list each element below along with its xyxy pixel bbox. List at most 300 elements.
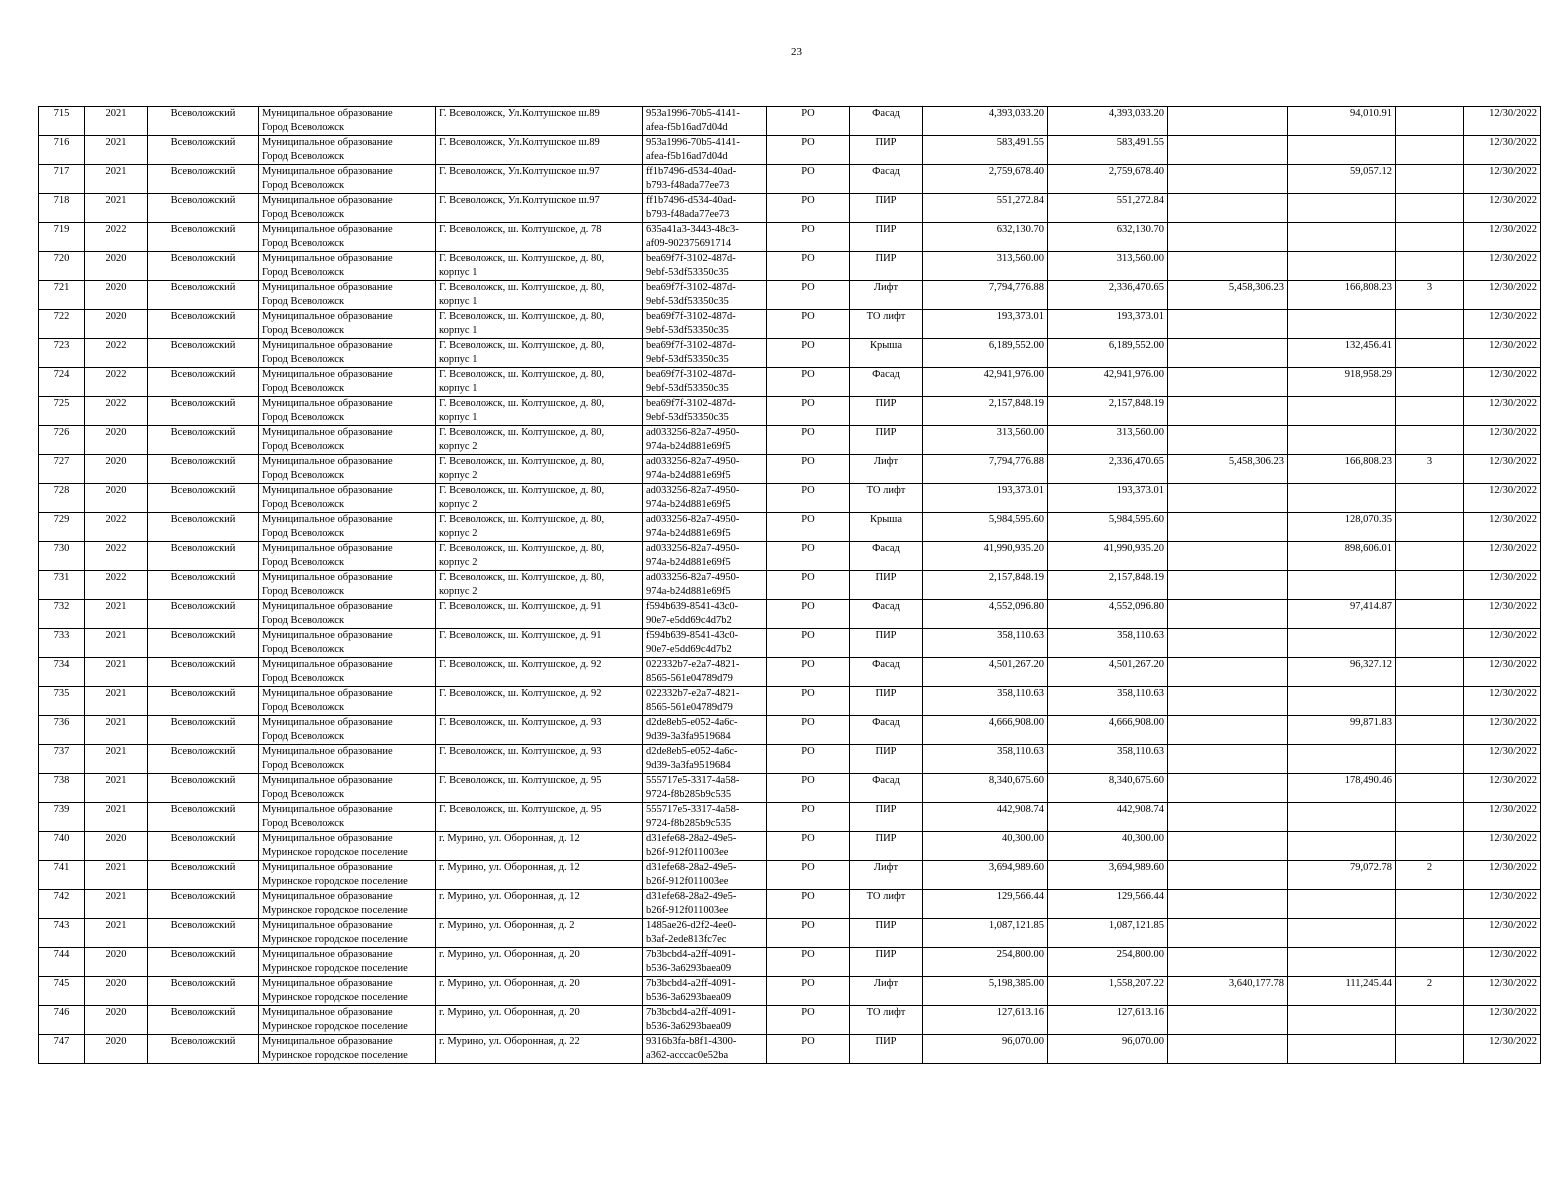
address-cell [436, 687, 643, 716]
address-line-2: корпус 2 [439, 499, 478, 510]
program-type-cell: РО [767, 1006, 850, 1035]
subsidy-amount-cell [1168, 948, 1288, 977]
quantity-cell [1396, 136, 1464, 165]
house-guid-line-2: 974a-b24d881e69f5 [646, 528, 731, 539]
address-cell [436, 165, 643, 194]
row-number-cell: 734 [39, 658, 85, 687]
subsidy-amount-cell [1168, 890, 1288, 919]
program-type-cell: РО [767, 919, 850, 948]
subsidy-amount-cell [1168, 223, 1288, 252]
year-cell: 2021 [85, 861, 148, 890]
district-cell: Всеволожский [148, 745, 259, 774]
row-number-cell: 725 [39, 397, 85, 426]
subsidy-amount-cell [1168, 252, 1288, 281]
house-guid-line-2: 9ebf-53df53350c35 [646, 325, 729, 336]
house-guid-line-2: 90e7-e5dd69c4d7b2 [646, 615, 732, 626]
municipality-line-2: Город Всеволожск [262, 731, 345, 742]
subsidy-amount-cell [1168, 919, 1288, 948]
deadline-date-cell: 12/30/2022 [1464, 1006, 1541, 1035]
table-row [39, 803, 1541, 832]
deadline-date-cell: 12/30/2022 [1464, 948, 1541, 977]
control-amount-cell [1288, 136, 1396, 165]
fund-amount-cell: 42,941,976.00 [1048, 368, 1168, 397]
quantity-cell [1396, 368, 1464, 397]
house-guid-line-1: bea69f7f-3102-487d- [646, 398, 736, 409]
deadline-date-cell: 12/30/2022 [1464, 774, 1541, 803]
fund-amount-cell: 358,110.63 [1048, 629, 1168, 658]
quantity-cell [1396, 948, 1464, 977]
municipality-line-1: Муниципальное образование [262, 572, 393, 583]
municipality-cell [259, 832, 436, 861]
address-cell [436, 339, 643, 368]
table-row [39, 1006, 1541, 1035]
house-guid-cell [643, 339, 767, 368]
municipality-line-2: Муринское городское поселение [262, 992, 408, 1003]
fund-amount-cell: 96,070.00 [1048, 1035, 1168, 1064]
district-cell: Всеволожский [148, 339, 259, 368]
deadline-date-cell: 12/30/2022 [1464, 281, 1541, 310]
program-type-cell: РО [767, 600, 850, 629]
subsidy-amount-cell [1168, 629, 1288, 658]
municipality-line-1: Муниципальное образование [262, 1036, 393, 1047]
control-amount-cell [1288, 948, 1396, 977]
municipality-line-2: Город Всеволожск [262, 238, 345, 249]
house-guid-cell [643, 136, 767, 165]
municipality-line-1: Муниципальное образование [262, 1007, 393, 1018]
address-cell [436, 1035, 643, 1064]
table-row [39, 861, 1541, 890]
program-type-cell: РО [767, 455, 850, 484]
subsidy-amount-cell [1168, 1035, 1288, 1064]
total-cost-cell: 4,666,908.00 [923, 716, 1048, 745]
house-guid-cell [643, 774, 767, 803]
house-guid-line-1: d31efe68-28a2-49e5- [646, 833, 737, 844]
house-guid-line-1: 953a1996-70b5-4141- [646, 108, 740, 119]
quantity-cell [1396, 165, 1464, 194]
work-type-cell: ТО лифт [850, 890, 923, 919]
address-line-2: корпус 1 [439, 412, 478, 423]
row-number-cell: 733 [39, 629, 85, 658]
house-guid-line-1: 7b3bcbd4-a2ff-4091- [646, 1007, 736, 1018]
address-line-2: корпус 2 [439, 470, 478, 481]
quantity-cell [1396, 919, 1464, 948]
municipality-cell [259, 571, 436, 600]
address-line-1: Г. Всеволожск, ш. Колтушское, д. 92 [439, 659, 602, 670]
district-cell: Всеволожский [148, 687, 259, 716]
municipality-line-2: Город Всеволожск [262, 180, 345, 191]
municipality-cell [259, 223, 436, 252]
fund-amount-cell: 5,984,595.60 [1048, 513, 1168, 542]
subsidy-amount-cell [1168, 484, 1288, 513]
row-number-cell: 740 [39, 832, 85, 861]
year-cell: 2021 [85, 919, 148, 948]
address-line-2: корпус 2 [439, 557, 478, 568]
year-cell: 2022 [85, 397, 148, 426]
table-row [39, 310, 1541, 339]
municipality-line-2: Город Всеволожск [262, 354, 345, 365]
municipality-line-2: Город Всеволожск [262, 702, 345, 713]
address-line-1: г. Мурино, ул. Оборонная, д. 22 [439, 1036, 580, 1047]
program-type-cell: РО [767, 687, 850, 716]
total-cost-cell: 254,800.00 [923, 948, 1048, 977]
subsidy-amount-cell [1168, 426, 1288, 455]
district-cell: Всеволожский [148, 484, 259, 513]
house-guid-line-1: d2de8eb5-e052-4a6c- [646, 717, 738, 728]
fund-amount-cell: 632,130.70 [1048, 223, 1168, 252]
row-number-cell: 742 [39, 890, 85, 919]
table-row [39, 745, 1541, 774]
total-cost-cell: 442,908.74 [923, 803, 1048, 832]
total-cost-cell: 7,794,776.88 [923, 455, 1048, 484]
table-row [39, 600, 1541, 629]
deadline-date-cell: 12/30/2022 [1464, 571, 1541, 600]
program-type-cell: РО [767, 803, 850, 832]
quantity-cell [1396, 223, 1464, 252]
address-line-2: корпус 1 [439, 267, 478, 278]
year-cell: 2020 [85, 832, 148, 861]
municipality-cell [259, 1035, 436, 1064]
municipality-line-2: Муринское городское поселение [262, 905, 408, 916]
district-cell: Всеволожский [148, 774, 259, 803]
municipality-cell [259, 716, 436, 745]
municipality-line-1: Муниципальное образование [262, 891, 393, 902]
district-cell: Всеволожский [148, 310, 259, 339]
house-guid-line-2: 9ebf-53df53350c35 [646, 296, 729, 307]
house-guid-line-2: 9ebf-53df53350c35 [646, 412, 729, 423]
municipality-cell [259, 1006, 436, 1035]
address-line-1: Г. Всеволожск, ш. Колтушское, д. 93 [439, 717, 602, 728]
house-guid-cell [643, 542, 767, 571]
municipality-cell [259, 803, 436, 832]
address-cell [436, 919, 643, 948]
address-cell [436, 397, 643, 426]
address-line-2: корпус 1 [439, 383, 478, 394]
municipality-line-1: Муниципальное образование [262, 833, 393, 844]
district-cell: Всеволожский [148, 571, 259, 600]
deadline-date-cell: 12/30/2022 [1464, 426, 1541, 455]
control-amount-cell: 97,414.87 [1288, 600, 1396, 629]
total-cost-cell: 42,941,976.00 [923, 368, 1048, 397]
table-row [39, 658, 1541, 687]
table-row [39, 455, 1541, 484]
house-guid-line-1: d31efe68-28a2-49e5- [646, 891, 737, 902]
row-number-cell: 730 [39, 542, 85, 571]
work-type-cell: ТО лифт [850, 484, 923, 513]
house-guid-line-2: 9d39-3a3fa9519684 [646, 760, 731, 771]
district-cell: Всеволожский [148, 861, 259, 890]
total-cost-cell: 5,984,595.60 [923, 513, 1048, 542]
subsidy-amount-cell [1168, 194, 1288, 223]
house-guid-cell [643, 600, 767, 629]
address-cell [436, 426, 643, 455]
row-number-cell: 726 [39, 426, 85, 455]
subsidy-amount-cell [1168, 107, 1288, 136]
row-number-cell: 715 [39, 107, 85, 136]
municipality-line-1: Муниципальное образование [262, 746, 393, 757]
work-type-cell: ПИР [850, 1035, 923, 1064]
house-guid-line-1: ad033256-82a7-4950- [646, 543, 740, 554]
quantity-cell [1396, 1035, 1464, 1064]
quantity-cell [1396, 107, 1464, 136]
house-guid-line-2: b26f-912f011003ee [646, 847, 729, 858]
house-guid-line-2: 974a-b24d881e69f5 [646, 470, 731, 481]
quantity-cell [1396, 194, 1464, 223]
municipality-line-1: Муниципальное образование [262, 369, 393, 380]
address-cell [436, 455, 643, 484]
subsidy-amount-cell: 5,458,306.23 [1168, 281, 1288, 310]
municipality-cell [259, 455, 436, 484]
fund-amount-cell: 40,300.00 [1048, 832, 1168, 861]
municipality-cell [259, 600, 436, 629]
house-guid-cell [643, 165, 767, 194]
work-type-cell: ПИР [850, 194, 923, 223]
address-line-1: Г. Всеволожск, ш. Колтушское, д. 80, [439, 572, 605, 583]
address-cell [436, 716, 643, 745]
total-cost-cell: 358,110.63 [923, 745, 1048, 774]
house-guid-line-2: 974a-b24d881e69f5 [646, 557, 731, 568]
row-number-cell: 738 [39, 774, 85, 803]
address-cell [436, 281, 643, 310]
control-amount-cell [1288, 890, 1396, 919]
row-number-cell: 722 [39, 310, 85, 339]
year-cell: 2021 [85, 890, 148, 919]
fund-amount-cell: 358,110.63 [1048, 745, 1168, 774]
program-type-cell: РО [767, 1035, 850, 1064]
table-row [39, 339, 1541, 368]
total-cost-cell: 2,157,848.19 [923, 397, 1048, 426]
municipality-line-1: Муниципальное образование [262, 949, 393, 960]
house-guid-line-1: ad033256-82a7-4950- [646, 514, 740, 525]
year-cell: 2022 [85, 339, 148, 368]
program-type-cell: РО [767, 890, 850, 919]
house-guid-line-2: 974a-b24d881e69f5 [646, 499, 731, 510]
municipality-line-2: Город Всеволожск [262, 528, 345, 539]
house-guid-line-2: b793-f48ada77ee73 [646, 209, 730, 220]
house-guid-line-2: b536-3a6293baea09 [646, 963, 732, 974]
address-cell [436, 136, 643, 165]
table-row [39, 484, 1541, 513]
municipality-cell [259, 194, 436, 223]
house-guid-line-1: bea69f7f-3102-487d- [646, 369, 736, 380]
year-cell: 2022 [85, 223, 148, 252]
program-type-cell: РО [767, 252, 850, 281]
quantity-cell [1396, 252, 1464, 281]
district-cell: Всеволожский [148, 281, 259, 310]
control-amount-cell [1288, 571, 1396, 600]
row-number-cell: 727 [39, 455, 85, 484]
house-guid-line-1: bea69f7f-3102-487d- [646, 340, 736, 351]
quantity-cell [1396, 571, 1464, 600]
house-guid-line-1: bea69f7f-3102-487d- [646, 311, 736, 322]
fund-amount-cell: 2,336,470.65 [1048, 455, 1168, 484]
quantity-cell [1396, 310, 1464, 339]
subsidy-amount-cell [1168, 513, 1288, 542]
control-amount-cell [1288, 397, 1396, 426]
municipality-line-2: Город Всеволожск [262, 122, 345, 133]
house-guid-line-1: d31efe68-28a2-49e5- [646, 862, 737, 873]
subsidy-amount-cell [1168, 542, 1288, 571]
table-row [39, 948, 1541, 977]
subsidy-amount-cell [1168, 397, 1288, 426]
municipality-cell [259, 281, 436, 310]
district-cell: Всеволожский [148, 368, 259, 397]
work-type-cell: Фасад [850, 658, 923, 687]
fund-amount-cell: 358,110.63 [1048, 687, 1168, 716]
control-amount-cell: 166,808.23 [1288, 281, 1396, 310]
municipality-line-1: Муниципальное образование [262, 659, 393, 670]
quantity-cell [1396, 716, 1464, 745]
control-amount-cell [1288, 745, 1396, 774]
address-line-2: корпус 1 [439, 325, 478, 336]
municipality-line-2: Город Всеволожск [262, 383, 345, 394]
row-number-cell: 746 [39, 1006, 85, 1035]
district-cell: Всеволожский [148, 1035, 259, 1064]
municipality-line-2: Город Всеволожск [262, 209, 345, 220]
year-cell: 2020 [85, 1035, 148, 1064]
municipality-line-1: Муниципальное образование [262, 485, 393, 496]
fund-amount-cell: 583,491.55 [1048, 136, 1168, 165]
fund-amount-cell: 442,908.74 [1048, 803, 1168, 832]
district-cell: Всеволожский [148, 542, 259, 571]
house-guid-cell [643, 977, 767, 1006]
year-cell: 2020 [85, 484, 148, 513]
quantity-cell: 3 [1396, 281, 1464, 310]
deadline-date-cell: 12/30/2022 [1464, 658, 1541, 687]
row-number-cell: 728 [39, 484, 85, 513]
house-guid-cell [643, 107, 767, 136]
district-cell: Всеволожский [148, 194, 259, 223]
control-amount-cell: 128,070.35 [1288, 513, 1396, 542]
municipality-line-2: Муринское городское поселение [262, 847, 408, 858]
year-cell: 2021 [85, 165, 148, 194]
municipality-line-1: Муниципальное образование [262, 862, 393, 873]
house-guid-line-1: 555717e5-3317-4a58- [646, 804, 740, 815]
municipality-line-1: Муниципальное образование [262, 195, 393, 206]
total-cost-cell: 127,613.16 [923, 1006, 1048, 1035]
fund-amount-cell: 3,694,989.60 [1048, 861, 1168, 890]
total-cost-cell: 193,373.01 [923, 484, 1048, 513]
program-type-cell: РО [767, 397, 850, 426]
row-number-cell: 741 [39, 861, 85, 890]
program-type-cell: РО [767, 165, 850, 194]
district-cell: Всеволожский [148, 977, 259, 1006]
table-row [39, 890, 1541, 919]
house-guid-line-2: b26f-912f011003ee [646, 905, 729, 916]
table-row [39, 368, 1541, 397]
municipality-line-1: Муниципальное образование [262, 688, 393, 699]
program-type-cell: РО [767, 832, 850, 861]
municipality-line-1: Муниципальное образование [262, 456, 393, 467]
control-amount-cell [1288, 194, 1396, 223]
year-cell: 2021 [85, 774, 148, 803]
house-guid-cell [643, 281, 767, 310]
municipality-line-1: Муниципальное образование [262, 601, 393, 612]
deadline-date-cell: 12/30/2022 [1464, 397, 1541, 426]
total-cost-cell: 313,560.00 [923, 252, 1048, 281]
district-cell: Всеволожский [148, 948, 259, 977]
address-cell [436, 890, 643, 919]
deadline-date-cell: 12/30/2022 [1464, 339, 1541, 368]
address-line-1: Г. Всеволожск, ш. Колтушское, д. 80, [439, 398, 605, 409]
subsidy-amount-cell: 5,458,306.23 [1168, 455, 1288, 484]
subsidy-amount-cell [1168, 165, 1288, 194]
control-amount-cell: 59,057.12 [1288, 165, 1396, 194]
table-row [39, 542, 1541, 571]
year-cell: 2021 [85, 803, 148, 832]
address-cell [436, 513, 643, 542]
table-row [39, 629, 1541, 658]
municipality-line-1: Муниципальное образование [262, 282, 393, 293]
address-cell [436, 658, 643, 687]
municipality-line-2: Город Всеволожск [262, 644, 345, 655]
house-guid-line-2: b793-f48ada77ee73 [646, 180, 730, 191]
row-number-cell: 735 [39, 687, 85, 716]
address-cell [436, 861, 643, 890]
table-row [39, 252, 1541, 281]
total-cost-cell: 2,759,678.40 [923, 165, 1048, 194]
address-line-1: г. Мурино, ул. Оборонная, д. 12 [439, 891, 580, 902]
year-cell: 2020 [85, 426, 148, 455]
municipality-cell [259, 658, 436, 687]
address-line-1: г. Мурино, ул. Оборонная, д. 12 [439, 862, 580, 873]
quantity-cell [1396, 1006, 1464, 1035]
address-line-1: Г. Всеволожск, Ул.Колтушское ш.97 [439, 195, 600, 206]
quantity-cell [1396, 658, 1464, 687]
house-guid-cell [643, 629, 767, 658]
district-cell: Всеволожский [148, 136, 259, 165]
municipality-cell [259, 774, 436, 803]
row-number-cell: 739 [39, 803, 85, 832]
subsidy-amount-cell [1168, 745, 1288, 774]
fund-amount-cell: 254,800.00 [1048, 948, 1168, 977]
row-number-cell: 732 [39, 600, 85, 629]
control-amount-cell: 918,958.29 [1288, 368, 1396, 397]
row-number-cell: 719 [39, 223, 85, 252]
house-guid-cell [643, 803, 767, 832]
address-line-1: г. Мурино, ул. Оборонная, д. 20 [439, 949, 580, 960]
fund-amount-cell: 193,373.01 [1048, 310, 1168, 339]
total-cost-cell: 5,198,385.00 [923, 977, 1048, 1006]
municipality-line-2: Муринское городское поселение [262, 934, 408, 945]
work-type-cell: ПИР [850, 426, 923, 455]
municipality-line-2: Муринское городское поселение [262, 963, 408, 974]
deadline-date-cell: 12/30/2022 [1464, 223, 1541, 252]
work-type-cell: ПИР [850, 629, 923, 658]
work-type-cell: Фасад [850, 368, 923, 397]
house-guid-cell [643, 832, 767, 861]
year-cell: 2020 [85, 977, 148, 1006]
work-type-cell: Фасад [850, 165, 923, 194]
work-type-cell: ПИР [850, 571, 923, 600]
row-number-cell: 731 [39, 571, 85, 600]
municipality-line-1: Муниципальное образование [262, 253, 393, 264]
program-type-cell: РО [767, 223, 850, 252]
control-amount-cell [1288, 484, 1396, 513]
total-cost-cell: 313,560.00 [923, 426, 1048, 455]
house-guid-cell [643, 484, 767, 513]
house-guid-cell [643, 948, 767, 977]
program-type-cell: РО [767, 136, 850, 165]
year-cell: 2021 [85, 745, 148, 774]
work-type-cell: ПИР [850, 252, 923, 281]
year-cell: 2020 [85, 252, 148, 281]
year-cell: 2021 [85, 194, 148, 223]
subsidy-amount-cell [1168, 803, 1288, 832]
fund-amount-cell: 4,393,033.20 [1048, 107, 1168, 136]
district-cell: Всеволожский [148, 832, 259, 861]
deadline-date-cell: 12/30/2022 [1464, 310, 1541, 339]
year-cell: 2021 [85, 658, 148, 687]
